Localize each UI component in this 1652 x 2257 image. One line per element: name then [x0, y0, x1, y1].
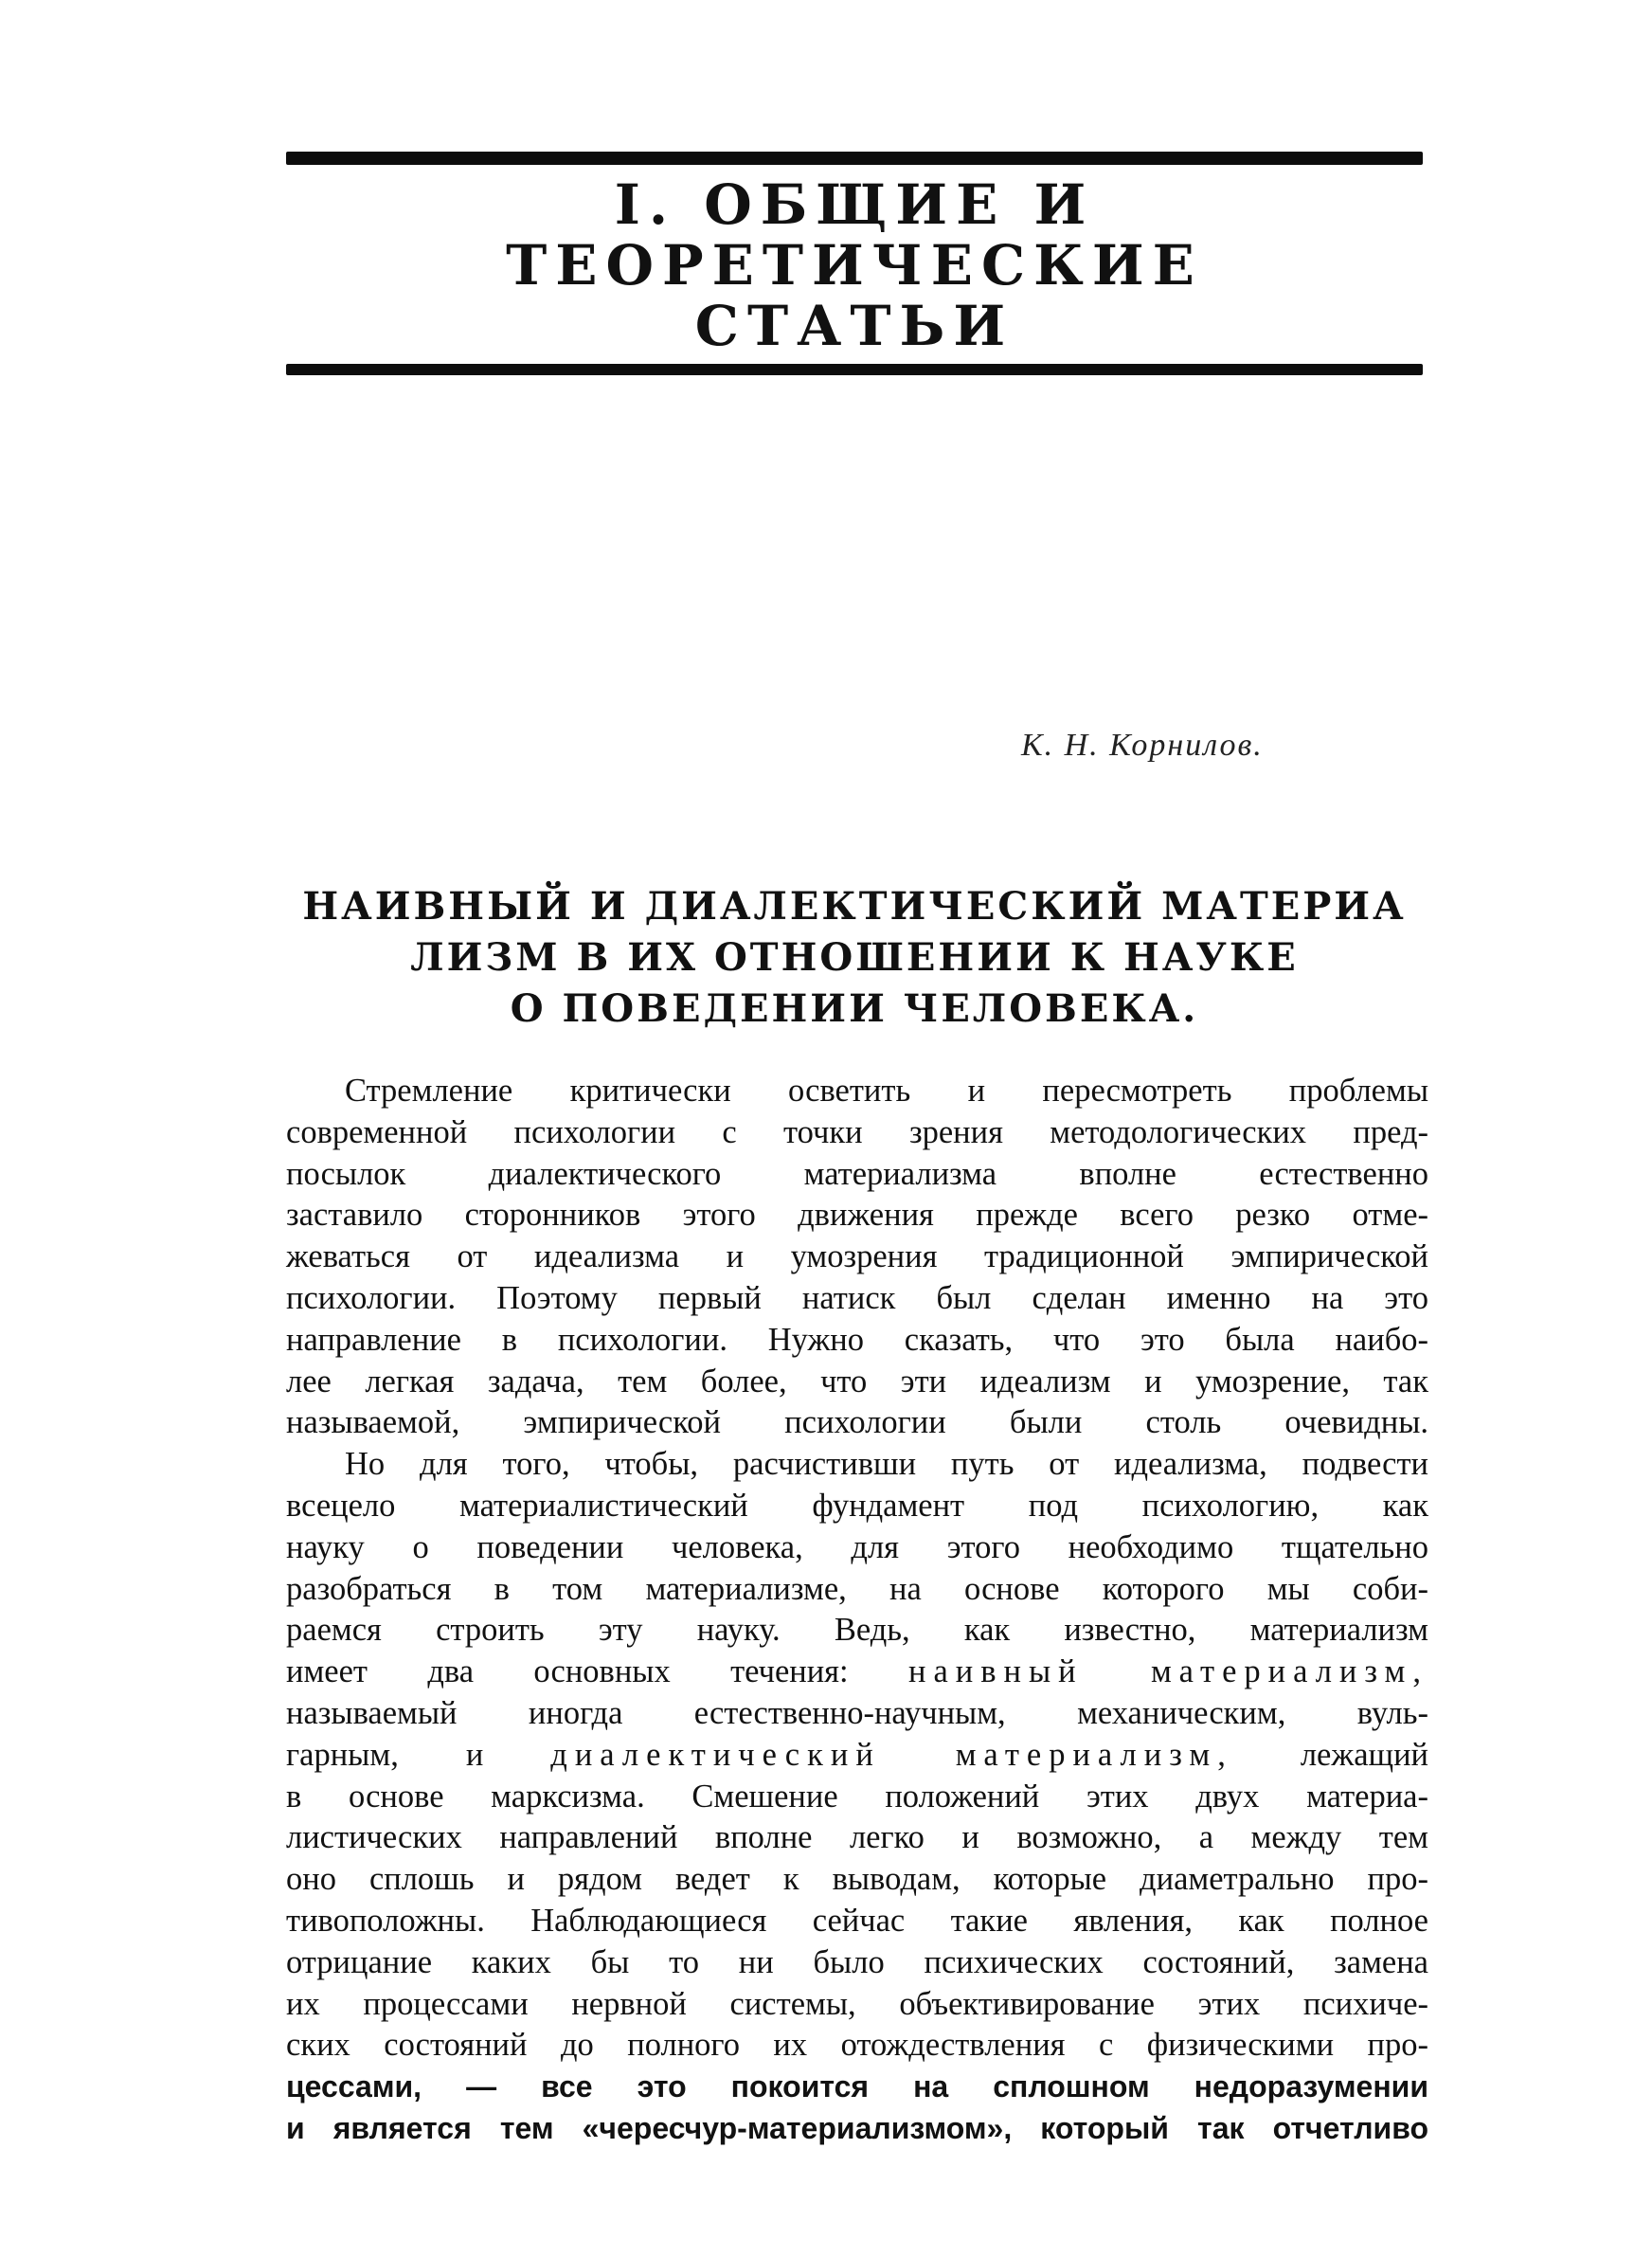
- body-line: оно сплошь и рядом ведет к выводам, которые диаметрально про-: [286, 1861, 1428, 1898]
- body-line: в основе марксизма. Смешение положений этих двух материа-: [286, 1778, 1428, 1815]
- body-line: [286, 1652, 1428, 1693]
- author-name: К. Н. Корнилов.: [1021, 728, 1264, 763]
- body-line: направление в психологии. Нужно сказать, что это была наибо-: [286, 1321, 1428, 1358]
- section-title-line-1: I. ОБЩИЕ И ТЕОРЕТИЧЕСКИЕ: [506, 172, 1203, 298]
- body-line-part: лежащий: [1300, 1736, 1428, 1773]
- body-line: Но для того, чтобы, расчистивши путь от идеализма, подвести: [345, 1446, 1428, 1483]
- body-line: цессами, — все это покоится на сплошном недоразумении: [286, 2069, 1428, 2104]
- top-rule: [286, 152, 1423, 165]
- body-line: называемой, эмпирической психологии были столь очевидны.: [286, 1404, 1428, 1441]
- emphasized-term: диалектический материализм,: [550, 1736, 1233, 1773]
- body-line: тивоположны. Наблюдающиеся сейчас такие явления, как полное: [286, 1902, 1428, 1939]
- body-line: заставило сторонников этого движения прежде всего резко отме-: [286, 1197, 1428, 1234]
- body-line: современной психологии с точки зрения методологических пред-: [286, 1113, 1428, 1150]
- body-line: называемый иногда естественно-научным, механическим, вуль-: [286, 1694, 1428, 1731]
- body-line: [286, 1735, 1428, 1777]
- body-line: раемся строить эту науку. Ведь, как известно, материализм: [286, 1612, 1428, 1649]
- body-line: разобраться в том материализме, на основе которого мы соби-: [286, 1570, 1428, 1607]
- body-line: ских состояний до полного их отождествления с физическими про-: [286, 2027, 1428, 2064]
- body-line: их процессами нервной системы, объективирование этих психиче-: [286, 1985, 1428, 2022]
- bottom-rule: [286, 364, 1423, 375]
- article-title: [286, 881, 1423, 1035]
- body-line: лее легкая задача, тем более, что эти идеализм и умозрение, так: [286, 1363, 1428, 1399]
- body-line: всецело материалистический фундамент под психологию, как: [286, 1487, 1428, 1524]
- body-line: отрицание каких бы то ни было психических состояний, замена: [286, 1943, 1428, 1980]
- article-title-line-1: НАИВНЫЙ И ДИАЛЕКТИЧЕСКИЙ МАТЕРИА: [302, 884, 1407, 929]
- section-title: [286, 174, 1423, 356]
- article-title-line-3: О ПОВЕДЕНИИ ЧЕЛОВЕКА.: [510, 986, 1199, 1031]
- body-line-part: имеет два основных течения:: [286, 1653, 849, 1690]
- body-line: науку о поведении человека, для этого необходимо тщательно: [286, 1528, 1428, 1565]
- body-line: и является тем «чересчур-материализмом», который так отчетливо: [286, 2110, 1428, 2145]
- body-line: Стремление критически осветить и пересмотреть проблемы: [345, 1073, 1428, 1109]
- body-line: психологии. Поэтому первый натиск был сделан именно на это: [286, 1279, 1428, 1316]
- body-line: посылок диалектического материализма вполне естественно: [286, 1155, 1428, 1192]
- section-header: [286, 152, 1423, 375]
- article-title-line-2: ЛИЗМ В ИХ ОТНОШЕНИИ К НАУКЕ: [410, 935, 1299, 980]
- section-title-line-2: СТАТЬИ: [694, 294, 1015, 358]
- body-line-part: гарным, и: [286, 1736, 484, 1773]
- emphasized-term: наивный материализм,: [908, 1653, 1428, 1690]
- body-line: листических направлений вполне легко и возможно, а между тем: [286, 1819, 1428, 1856]
- article-body: [286, 1071, 1428, 2150]
- body-line: жеваться от идеализма и умозрения традиционной эмпирической: [286, 1238, 1428, 1275]
